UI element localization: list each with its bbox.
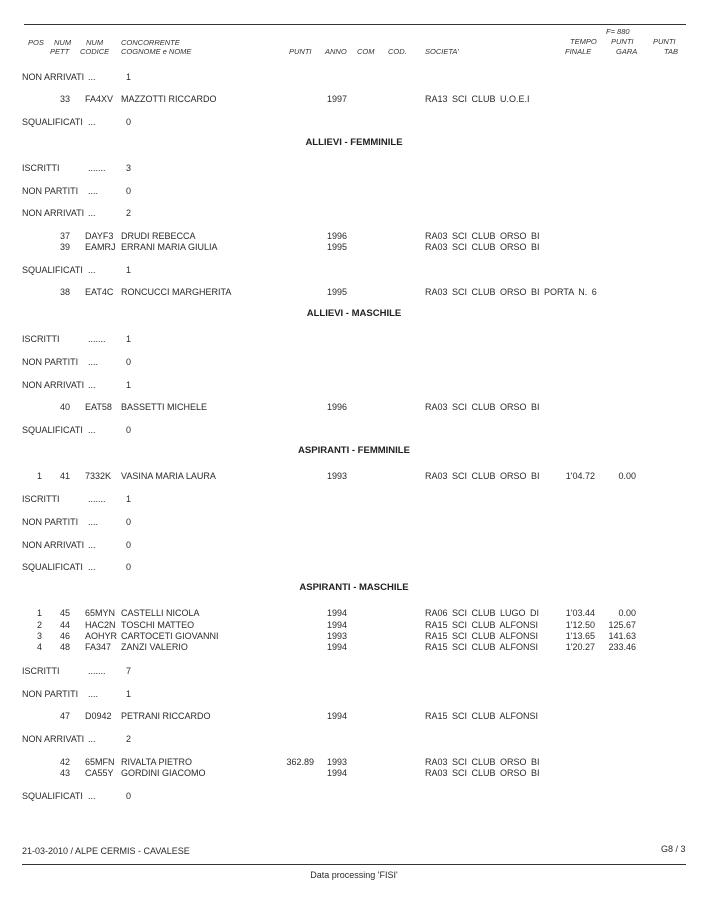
summary-dots: ... bbox=[88, 425, 96, 435]
athlete-pos: 4 bbox=[36, 642, 42, 652]
athlete-race-points: 0.00 bbox=[618, 471, 636, 481]
summary-count: 2 bbox=[126, 208, 132, 218]
athlete-pett: 48 bbox=[59, 642, 70, 652]
summary-label: NON ARRIVATI bbox=[22, 380, 85, 390]
athlete-year: 1994 bbox=[327, 642, 348, 652]
summary-label: NON ARRIVATI bbox=[22, 734, 85, 744]
athlete-pett: 33 bbox=[59, 94, 70, 104]
athlete-code: D0942 bbox=[85, 711, 112, 721]
athlete-name: MAZZOTTI RICCARDO bbox=[121, 94, 217, 104]
section-heading: ASPIRANTI - MASCHILE bbox=[299, 582, 409, 593]
athlete-time: 1'03.44 bbox=[565, 608, 595, 618]
summary-line bbox=[0, 791, 708, 803]
athlete-club: RA03 SCI CLUB ORSO BI bbox=[425, 242, 540, 252]
summary-dots: ... bbox=[88, 265, 96, 275]
athlete-club: RA15 SCI CLUB ALFONSI bbox=[425, 711, 539, 721]
summary-line bbox=[0, 186, 708, 198]
athlete-name: DRUDI REBECCA bbox=[121, 231, 196, 241]
athlete-pett: 45 bbox=[59, 608, 70, 618]
summary-count: 0 bbox=[126, 540, 132, 550]
athlete-pett: 44 bbox=[59, 620, 70, 630]
summary-dots: ....... bbox=[88, 494, 106, 504]
summary-count: 0 bbox=[126, 117, 132, 127]
summary-count: 1 bbox=[126, 265, 132, 275]
athlete-pos: 1 bbox=[36, 471, 42, 481]
athlete-pos: 1 bbox=[36, 608, 42, 618]
summary-dots: ... bbox=[88, 117, 96, 127]
athlete-club: RA03 SCI CLUB ORSO BI PORTA N. 6 bbox=[425, 287, 597, 297]
summary-line bbox=[0, 163, 708, 175]
athlete-row bbox=[0, 242, 708, 254]
header-cognome-nome: COGNOME e NOME bbox=[121, 47, 192, 56]
athlete-year: 1993 bbox=[327, 631, 348, 641]
summary-count: 7 bbox=[126, 666, 132, 676]
athlete-club: RA03 SCI CLUB ORSO BI bbox=[425, 231, 540, 241]
summary-line bbox=[0, 265, 708, 277]
section-heading: ALLIEVI - MASCHILE bbox=[306, 308, 402, 319]
summary-dots: .... bbox=[88, 186, 99, 196]
athlete-name: CARTOCETI GIOVANNI bbox=[121, 631, 219, 641]
athlete-name: TOSCHI MATTEO bbox=[121, 620, 195, 630]
athlete-year: 1993 bbox=[327, 757, 348, 767]
summary-dots: .... bbox=[88, 357, 99, 367]
summary-dots: ... bbox=[88, 734, 96, 744]
athlete-club: RA03 SCI CLUB ORSO BI bbox=[425, 757, 540, 767]
athlete-pos: 2 bbox=[36, 620, 42, 630]
summary-count: 0 bbox=[126, 791, 132, 801]
athlete-race-points: 0.00 bbox=[618, 608, 636, 618]
summary-label: NON PARTITI bbox=[22, 357, 79, 367]
athlete-row bbox=[0, 287, 708, 299]
footer-page-number: G8 / 3 bbox=[661, 844, 686, 854]
header-finale: FINALE bbox=[565, 47, 592, 56]
athlete-name: RIVALTA PIETRO bbox=[121, 757, 193, 767]
summary-count: 2 bbox=[126, 734, 132, 744]
athlete-name: VASINA MARIA LAURA bbox=[121, 471, 216, 481]
header-codice: CODICE bbox=[80, 47, 110, 56]
athlete-year: 1994 bbox=[327, 768, 348, 778]
athlete-name: PETRANI RICCARDO bbox=[121, 711, 211, 721]
athlete-year: 1995 bbox=[327, 287, 348, 297]
athlete-code: EAT4C bbox=[85, 287, 114, 297]
athlete-code: FA347 bbox=[85, 642, 112, 652]
athlete-club: RA03 SCI CLUB ORSO BI bbox=[425, 402, 540, 412]
athlete-club: RA13 SCI CLUB U.O.E.I bbox=[425, 94, 530, 104]
athlete-code: DAYF3 bbox=[85, 231, 114, 241]
summary-dots: .... bbox=[88, 517, 99, 527]
header-tempo: TEMPO bbox=[570, 37, 597, 46]
summary-dots: ....... bbox=[88, 334, 106, 344]
summary-count: 0 bbox=[126, 517, 132, 527]
header-cod: COD. bbox=[388, 47, 407, 56]
summary-label: NON PARTITI bbox=[22, 689, 79, 699]
footer-date-location: 21-03-2010 / ALPE CERMIS - CAVALESE bbox=[22, 846, 190, 856]
summary-label: ISCRITTI bbox=[22, 334, 60, 344]
athlete-name: ERRANI MARIA GIULIA bbox=[121, 242, 218, 252]
summary-label: ISCRITTI bbox=[22, 666, 60, 676]
summary-label: SQUALIFICATI bbox=[22, 562, 83, 572]
athlete-pett: 47 bbox=[59, 711, 70, 721]
header-num1: NUM bbox=[54, 38, 72, 47]
athlete-row bbox=[0, 402, 708, 414]
athlete-code: HAC2N bbox=[85, 620, 116, 630]
summary-dots: ... bbox=[88, 540, 96, 550]
athlete-club: RA03 SCI CLUB ORSO BI bbox=[425, 768, 540, 778]
summary-line bbox=[0, 425, 708, 437]
header-punti-tab2: TAB bbox=[664, 47, 679, 56]
summary-dots: ... bbox=[88, 562, 96, 572]
summary-count: 1 bbox=[126, 334, 132, 344]
athlete-name: CASTELLI NICOLA bbox=[121, 608, 200, 618]
athlete-name: RONCUCCI MARGHERITA bbox=[121, 287, 232, 297]
footer-data-processing: Data processing 'FISI' bbox=[310, 870, 398, 880]
summary-dots: ... bbox=[88, 208, 96, 218]
athlete-club: RA15 SCI CLUB ALFONSI bbox=[425, 620, 539, 630]
summary-count: 0 bbox=[126, 425, 132, 435]
summary-line bbox=[0, 734, 708, 746]
summary-dots: ... bbox=[88, 72, 96, 82]
athlete-year: 1993 bbox=[327, 471, 348, 481]
athlete-year: 1996 bbox=[327, 402, 348, 412]
athlete-row bbox=[0, 608, 708, 620]
summary-line bbox=[0, 380, 708, 392]
summary-count: 0 bbox=[126, 186, 132, 196]
summary-dots: ....... bbox=[88, 666, 106, 676]
summary-label: ISCRITTI bbox=[22, 163, 60, 173]
summary-count: 1 bbox=[126, 494, 132, 504]
summary-label: NON PARTITI bbox=[22, 186, 79, 196]
athlete-time: 1'13.65 bbox=[565, 631, 595, 641]
athlete-club: RA06 SCI CLUB LUGO DI bbox=[425, 608, 540, 618]
header-punti-gara1: PUNTI bbox=[611, 37, 634, 46]
summary-label: ISCRITTI bbox=[22, 494, 60, 504]
athlete-year: 1994 bbox=[327, 620, 348, 630]
athlete-club: RA15 SCI CLUB ALFONSI bbox=[425, 631, 539, 641]
athlete-pett: 39 bbox=[59, 242, 70, 252]
summary-line bbox=[0, 208, 708, 220]
athlete-name: BASSETTI MICHELE bbox=[121, 402, 208, 412]
athlete-row bbox=[0, 711, 708, 723]
header-punti: PUNTI bbox=[289, 47, 312, 56]
athlete-pett: 42 bbox=[59, 757, 70, 767]
athlete-year: 1994 bbox=[327, 711, 348, 721]
athlete-row bbox=[0, 768, 708, 780]
athlete-race-points: 141.63 bbox=[608, 631, 636, 641]
athlete-club: RA15 SCI CLUB ALFONSI bbox=[425, 642, 539, 652]
header-punti-gara2: GARA bbox=[616, 47, 638, 56]
summary-label: NON ARRIVATI bbox=[22, 540, 85, 550]
athlete-row bbox=[0, 94, 708, 106]
summary-dots: ... bbox=[88, 791, 96, 801]
athlete-pett: 40 bbox=[59, 402, 70, 412]
footer-rule bbox=[22, 864, 686, 865]
section-heading: ALLIEVI - FEMMINILE bbox=[305, 137, 403, 148]
header-f-note: F= 880 bbox=[606, 27, 630, 36]
athlete-code: EAMRJ bbox=[85, 242, 116, 252]
header-pos: POS bbox=[28, 38, 44, 47]
athlete-time: 1'04.72 bbox=[565, 471, 595, 481]
athlete-row bbox=[0, 471, 708, 483]
summary-count: 1 bbox=[126, 72, 132, 82]
athlete-year: 1996 bbox=[327, 231, 348, 241]
summary-line bbox=[0, 517, 708, 529]
summary-dots: ....... bbox=[88, 163, 106, 173]
athlete-pett: 46 bbox=[59, 631, 70, 641]
header-anno: ANNO bbox=[325, 47, 347, 56]
athlete-points: 362.89 bbox=[286, 757, 314, 767]
header-punti-tab1: PUNTI bbox=[653, 37, 676, 46]
summary-label: NON ARRIVATI bbox=[22, 72, 85, 82]
header-pett: PETT bbox=[50, 47, 70, 56]
summary-dots: ... bbox=[88, 380, 96, 390]
athlete-race-points: 233.46 bbox=[608, 642, 636, 652]
header-concorrente: CONCORRENTE bbox=[121, 38, 180, 47]
athlete-row bbox=[0, 642, 708, 654]
header-societa: SOCIETA' bbox=[425, 47, 459, 56]
athlete-time: 1'12.50 bbox=[565, 620, 595, 630]
summary-count: 0 bbox=[126, 562, 132, 572]
athlete-code: FA4XV bbox=[85, 94, 114, 104]
athlete-pett: 43 bbox=[59, 768, 70, 778]
athlete-club: RA03 SCI CLUB ORSO BI bbox=[425, 471, 540, 481]
summary-label: SQUALIFICATI bbox=[22, 265, 83, 275]
summary-count: 3 bbox=[126, 163, 132, 173]
summary-label: NON PARTITI bbox=[22, 517, 79, 527]
summary-line bbox=[0, 540, 708, 552]
summary-count: 1 bbox=[126, 380, 132, 390]
athlete-code: CA55Y bbox=[85, 768, 114, 778]
summary-label: SQUALIFICATI bbox=[22, 117, 83, 127]
summary-line bbox=[0, 689, 708, 701]
summary-count: 0 bbox=[126, 357, 132, 367]
athlete-code: EAT58 bbox=[85, 402, 112, 412]
athlete-name: GORDINI GIACOMO bbox=[121, 768, 206, 778]
athlete-code: 7332K bbox=[85, 471, 112, 481]
athlete-code: 65MYN bbox=[85, 608, 116, 618]
header-num2: NUM bbox=[86, 38, 104, 47]
athlete-pett: 37 bbox=[59, 231, 70, 241]
summary-line bbox=[0, 494, 708, 506]
athlete-year: 1994 bbox=[327, 608, 348, 618]
athlete-pos: 3 bbox=[36, 631, 42, 641]
athlete-year: 1997 bbox=[327, 94, 348, 104]
summary-line bbox=[0, 334, 708, 346]
summary-count: 1 bbox=[126, 689, 132, 699]
summary-label: SQUALIFICATI bbox=[22, 425, 83, 435]
athlete-time: 1'20.27 bbox=[565, 642, 595, 652]
athlete-code: AOHYR bbox=[85, 631, 118, 641]
header-com: COM bbox=[357, 47, 375, 56]
summary-label: SQUALIFICATI bbox=[22, 791, 83, 801]
section-heading: ASPIRANTI - FEMMINILE bbox=[298, 445, 410, 456]
athlete-year: 1995 bbox=[327, 242, 348, 252]
top-rule bbox=[24, 24, 686, 25]
athlete-pett: 38 bbox=[59, 287, 70, 297]
athlete-race-points: 125.67 bbox=[608, 620, 636, 630]
summary-label: NON ARRIVATI bbox=[22, 208, 85, 218]
athlete-code: 65MFN bbox=[85, 757, 115, 767]
summary-line bbox=[0, 562, 708, 574]
athlete-name: ZANZI VALERIO bbox=[121, 642, 188, 652]
summary-line bbox=[0, 666, 708, 678]
summary-line bbox=[0, 72, 708, 84]
athlete-pett: 41 bbox=[59, 471, 70, 481]
summary-line bbox=[0, 357, 708, 369]
summary-line bbox=[0, 117, 708, 129]
summary-dots: .... bbox=[88, 689, 99, 699]
